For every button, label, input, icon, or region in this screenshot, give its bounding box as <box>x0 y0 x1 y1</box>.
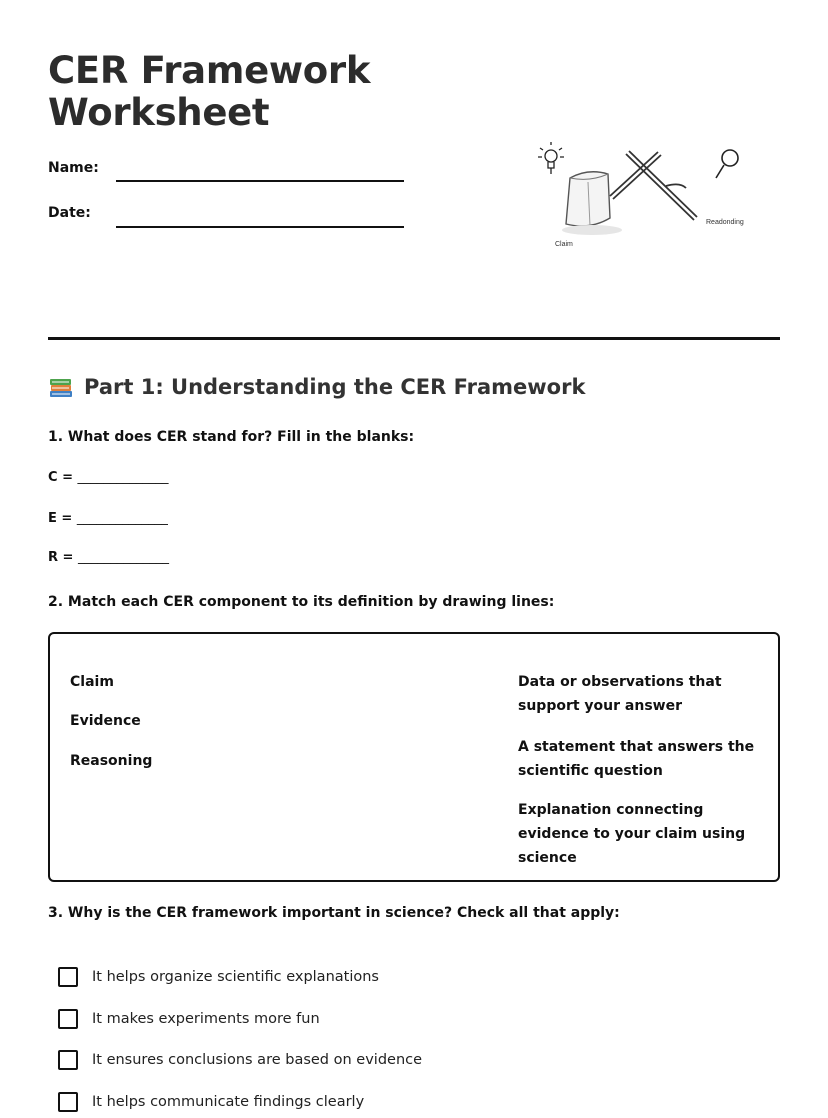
check-option-label: It ensures conclusions are based on evidence <box>92 1052 423 1068</box>
checkbox[interactable] <box>58 1050 78 1070</box>
term-reasoning[interactable]: Reasoning <box>70 753 153 769</box>
name-label: Name: <box>48 160 99 176</box>
checkbox[interactable] <box>58 1092 78 1112</box>
blank-e-line: ______________ <box>76 511 168 526</box>
blank-r-letter: R = <box>48 550 74 565</box>
blank-c[interactable] <box>48 470 169 485</box>
check-option-label: It helps communicate findings clearly <box>92 1094 365 1110</box>
check-option-label: It makes experiments more fun <box>92 1011 320 1027</box>
blank-r-line: ______________ <box>77 550 169 565</box>
check-option-fun[interactable] <box>58 1009 320 1029</box>
part1-heading <box>48 374 585 400</box>
lightbulb-icon <box>538 142 564 174</box>
checkbox[interactable] <box>58 1009 78 1029</box>
blank-r[interactable] <box>48 550 169 565</box>
question-2: 2. Match each CER component to its definition by drawing lines: <box>48 594 555 610</box>
magnifier-icon <box>716 150 738 178</box>
worksheet-title <box>48 50 408 134</box>
definition-reasoning[interactable]: Explanation connecting evidence to your claim using science <box>518 802 746 866</box>
blank-c-letter: C = <box>48 470 73 485</box>
date-field[interactable] <box>116 226 404 228</box>
blank-e-letter: E = <box>48 511 73 526</box>
term-claim[interactable]: Claim <box>70 674 114 690</box>
part1-heading-text: Part 1: Understanding the CER Framework <box>84 375 586 399</box>
blank-c-line: ______________ <box>77 470 169 485</box>
books-icon <box>48 374 74 400</box>
name-field[interactable] <box>116 180 404 182</box>
term-evidence[interactable]: Evidence <box>70 713 141 729</box>
checkbox[interactable] <box>58 967 78 987</box>
section-divider <box>48 337 780 340</box>
definition-evidence[interactable]: Data or observations that support your answer <box>518 674 722 714</box>
check-option-evidence[interactable] <box>58 1050 422 1070</box>
question-1: 1. What does CER stand for? Fill in the blanks: <box>48 429 415 445</box>
definition-claim[interactable]: A statement that answers the scientific question <box>518 739 755 779</box>
check-option-organize[interactable] <box>58 967 379 987</box>
cube-icon <box>562 172 622 235</box>
illustration-label-claim: Claim <box>555 241 573 248</box>
check-option-label: It helps organize scientific explanations <box>92 969 379 985</box>
check-option-communicate[interactable] <box>58 1092 364 1112</box>
title-line-2: Worksheet <box>48 91 270 134</box>
illustration-label-reasoning: Readonding <box>706 219 744 226</box>
crossed-sticks-icon <box>610 151 697 220</box>
question-3: 3. Why is the CER framework important in science? Check all that apply: <box>48 905 620 921</box>
cer-illustration <box>530 138 770 258</box>
matching-box <box>48 632 780 882</box>
blank-e[interactable] <box>48 511 168 526</box>
title-line-1: CER Framework <box>48 49 371 92</box>
date-label: Date: <box>48 205 91 221</box>
